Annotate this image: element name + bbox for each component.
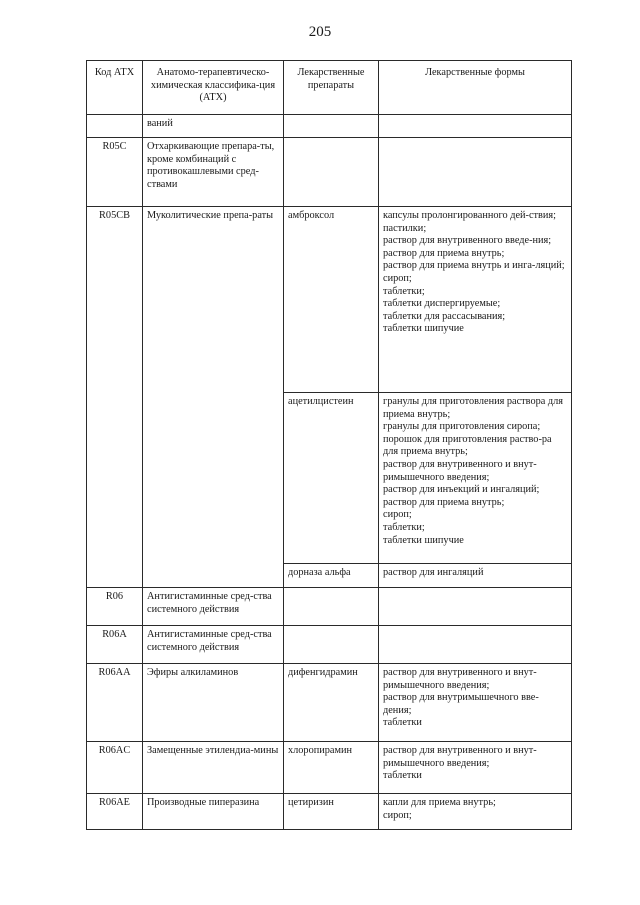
- row-forms: [379, 588, 572, 626]
- table-row: [87, 742, 572, 794]
- form-item: таблетки;: [383, 285, 425, 297]
- row-classification: Эфиры алкиламинов: [143, 664, 284, 742]
- form-item: таблетки для рассасывания;: [383, 310, 506, 322]
- table-row: [87, 664, 572, 742]
- row-drug: [284, 115, 379, 138]
- row-code: [87, 115, 143, 138]
- form-item: таблетки диспергируемые;: [383, 298, 501, 310]
- form-item: таблетки: [383, 717, 422, 729]
- table-row: [87, 115, 572, 138]
- row-drug: хлоропирамин: [284, 742, 379, 794]
- form-item: раствор для внутривенного введе-ния;: [383, 235, 552, 247]
- row-forms: [379, 626, 572, 664]
- form-item: таблетки шипучие: [383, 534, 464, 546]
- row-classification: Отхаркивающие препара-ты, кроме комбинаций с противокашлевыми сред-ствами: [143, 138, 284, 207]
- form-item: сироп;: [383, 272, 412, 284]
- row-code: R06A: [87, 626, 143, 664]
- form-item: гранулы для приготовления сиропа;: [383, 421, 541, 433]
- form-item: сироп;: [383, 809, 412, 821]
- form-item: гранулы для приготовления раствора для приема внутрь;: [383, 396, 564, 420]
- form-item: раствор для внутривенного и внут-римышечного введения;: [383, 458, 537, 483]
- table-row: [87, 138, 572, 207]
- row-forms: [379, 207, 572, 393]
- form-item: таблетки;: [383, 521, 425, 533]
- row-classification: Антигистаминные сред-ства системного действия: [143, 588, 284, 626]
- row-drug: [284, 588, 379, 626]
- row-drug: [284, 626, 379, 664]
- header-forms: Лекарственные формы: [379, 61, 572, 115]
- row-classification: Замещенные этилендиа-мины: [143, 742, 284, 794]
- row-classification: Производные пиперазина: [143, 794, 284, 830]
- form-item: таблетки шипучие: [383, 323, 464, 335]
- row-drug: дорназа альфа: [284, 564, 379, 588]
- row-code: R06: [87, 588, 143, 626]
- form-item: капли для приема внутрь;: [383, 797, 496, 808]
- header-classification: Анатомо-терапевтическо-химическая классифика-ция (АТХ): [143, 61, 284, 115]
- form-item: сироп;: [383, 509, 412, 521]
- form-item: раствор для инъекций и ингаляций;: [383, 484, 540, 496]
- row-code: R06AA: [87, 664, 143, 742]
- form-item: капсулы пролонгированного дей-ствия;: [383, 210, 556, 221]
- page-number: 205: [308, 24, 332, 40]
- row-forms: [379, 138, 572, 207]
- row-drug: ацетилцистеин: [284, 393, 379, 564]
- row-forms: [379, 794, 572, 830]
- table-row: [87, 588, 572, 626]
- form-item: раствор для внутримышечного вве-дения;: [383, 692, 539, 716]
- row-forms: [379, 664, 572, 742]
- form-item: раствор для внутривенного и внут-римышечного введения;: [383, 745, 537, 769]
- form-item: раствор для внутривенного и внут-римышечного введения;: [383, 667, 537, 691]
- row-code: R06AE: [87, 794, 143, 830]
- row-drug: дифенгидрамин: [284, 664, 379, 742]
- table-row: [87, 626, 572, 664]
- form-item: пастилки;: [383, 222, 427, 234]
- row-drug: [284, 138, 379, 207]
- table-row: [87, 207, 572, 393]
- row-classification: Антигистаминные сред-ства системного действия: [143, 626, 284, 664]
- row-forms: [379, 393, 572, 564]
- row-forms: [379, 742, 572, 794]
- form-item: таблетки: [383, 770, 422, 782]
- header-drugs: Лекарственные препараты: [284, 61, 379, 115]
- table-header-row: [87, 61, 572, 115]
- row-classification: Муколитические препа-раты: [143, 207, 284, 588]
- row-code: R05CB: [87, 207, 143, 588]
- row-forms: [379, 564, 572, 588]
- form-item: раствор для приема внутрь;: [383, 247, 505, 259]
- row-classification: ваний: [143, 115, 284, 138]
- form-item: раствор для приема внутрь и ингa-ляций;: [383, 260, 565, 272]
- header-code: Код АТХ: [87, 61, 143, 115]
- row-drug: цетиризин: [284, 794, 379, 830]
- row-code: R06AC: [87, 742, 143, 794]
- form-item: порошок для приготовления раство-ра для приема внутрь;: [383, 433, 552, 458]
- row-drug: амброксол: [284, 207, 379, 393]
- table-row: [87, 794, 572, 830]
- form-item: раствор для ингаляций: [383, 567, 484, 578]
- form-item: раствор для приема внутрь;: [383, 496, 505, 508]
- atx-table: [86, 60, 572, 830]
- row-forms: [379, 115, 572, 138]
- row-code: R05C: [87, 138, 143, 207]
